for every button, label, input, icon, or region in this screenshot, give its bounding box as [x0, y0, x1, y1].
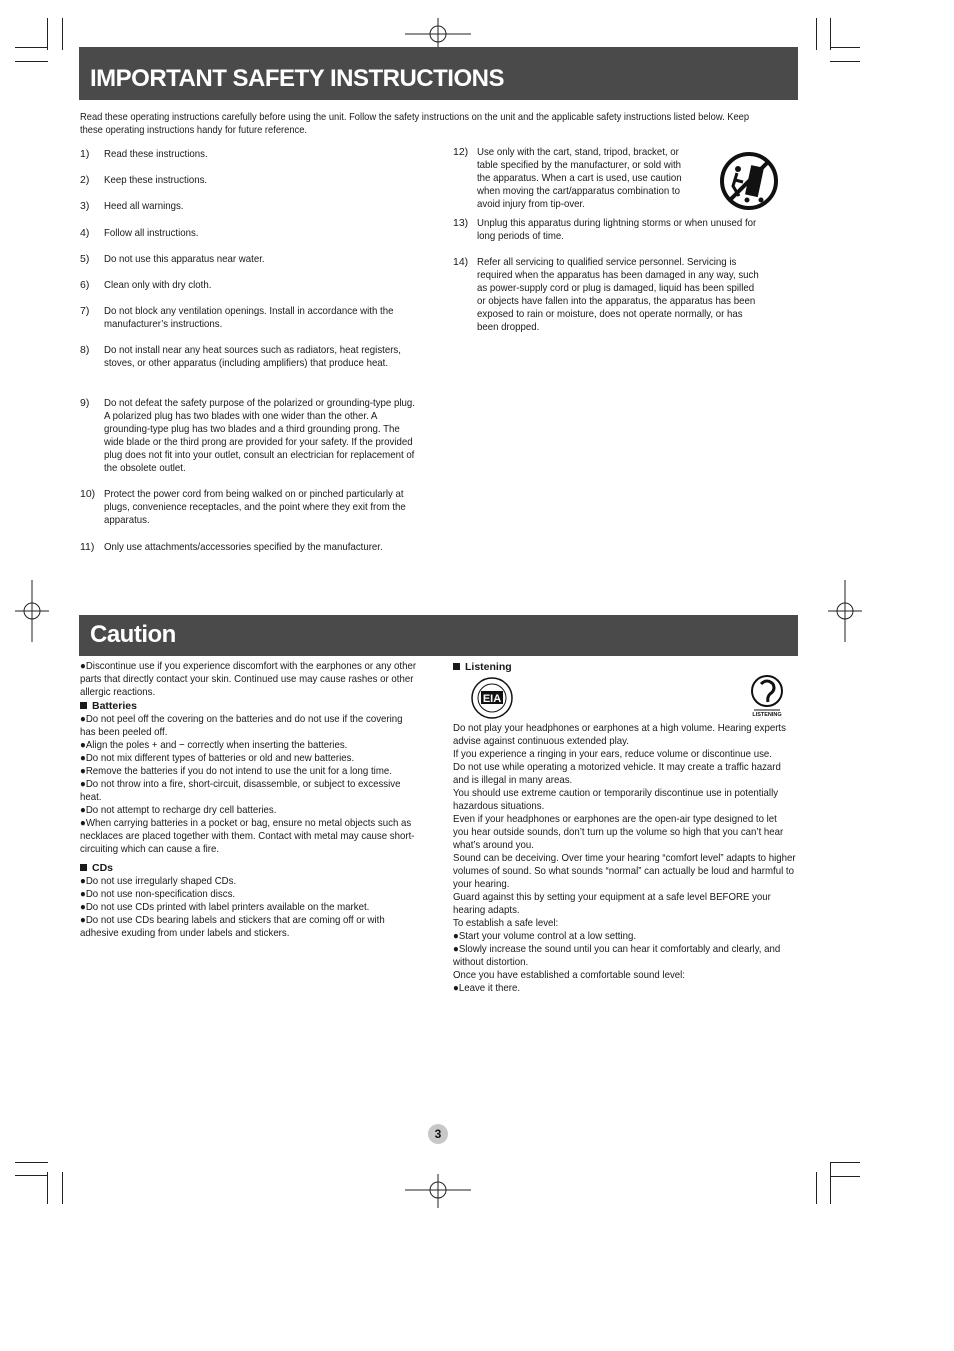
- listening-logo-icon: [748, 674, 786, 720]
- cart-tipover-warning-icon: [719, 152, 779, 210]
- page-title: IMPORTANT SAFETY INSTRUCTIONS: [90, 65, 504, 92]
- item-text: Heed all warnings.: [104, 200, 184, 212]
- item-text: Refer all servicing to qualified service personnel. Servicing is required when the apparatus has been damaged in any way, such as power-supply cord or plug is damaged, liquid has been spilled or objects have fallen into the apparatus, the apparatus has been exposed to rain or moisture, does not operate normally, or has been dropped.: [477, 256, 759, 333]
- item-text: Unplug this apparatus during lightning storms or when unused for long periods of time.: [477, 217, 757, 242]
- list-item: ●Align the poles + and − correctly when inserting the batteries.: [80, 739, 348, 751]
- registration-mark-icon: [405, 1174, 471, 1208]
- item-text: Clean only with dry cloth.: [104, 279, 212, 291]
- caution-intro: ●Discontinue use if you experience discomfort with the earphones or any other parts that directly contact your skin. Continued use may cause rashes or other allergic reactions.: [80, 660, 417, 698]
- paragraph: Do not play your headphones or earphones at a high volume. Hearing experts advise against continuous extended play.: [453, 722, 786, 747]
- cds-heading: [80, 862, 460, 875]
- paragraph: Once you have established a comfortable sound level:: [453, 969, 685, 981]
- list-item: ●Slowly increase the sound until you can hear it comfortably and clearly, and without distortion.: [453, 943, 781, 968]
- listening-heading-text: Listening: [465, 661, 512, 673]
- listening-text: [453, 722, 798, 995]
- item-number: 9): [80, 397, 90, 409]
- item-text: Follow all instructions.: [104, 227, 199, 239]
- listening-heading: [453, 661, 798, 674]
- caution-left-column: [80, 660, 460, 940]
- item-text: Protect the power cord from being walked on or pinched particularly at plugs, convenience receptacles, and the point where they exit from the apparatus.: [104, 488, 406, 526]
- caution-banner: [79, 615, 798, 656]
- list-item: ●Do not mix different types of batteries or old and new batteries.: [80, 752, 355, 764]
- paragraph: Sound can be deceiving. Over time your hearing “comfort level” adapts to higher volumes of sound. So what sounds “normal” can actually be loud and harmful to your hearing.: [453, 852, 796, 890]
- item-text: Do not block any ventilation openings. Install in accordance with the manufacturer’s instructions.: [104, 305, 394, 330]
- square-bullet-icon: [453, 663, 460, 670]
- eia-logo-text: EIA: [482, 693, 502, 705]
- caution-right-column: [453, 661, 798, 674]
- square-bullet-icon: [80, 864, 87, 871]
- item-number: 6): [80, 279, 90, 291]
- caution-title: Caution: [90, 621, 176, 648]
- item-number: 4): [80, 227, 90, 239]
- list-item: ●Do not attempt to recharge dry cell batteries.: [80, 804, 277, 816]
- item-text: Only use attachments/accessories specified by the manufacturer.: [104, 541, 383, 553]
- eia-logo-icon: [470, 677, 514, 719]
- list-item: ●Do not use CDs printed with label printers available on the market.: [80, 901, 370, 913]
- item-number: 12): [453, 146, 469, 158]
- paragraph: You should use extreme caution or temporarily discontinue use in potentially hazardous situations.: [453, 787, 779, 812]
- paragraph: To establish a safe level:: [453, 917, 559, 929]
- paragraph: Guard against this by setting your equipment at a safe level BEFORE your hearing adapts.: [453, 891, 771, 916]
- registration-mark-icon: [828, 580, 862, 642]
- item-number: 5): [80, 253, 90, 265]
- item-text: Do not use this apparatus near water.: [104, 253, 265, 265]
- item-text: Keep these instructions.: [104, 174, 208, 186]
- paragraph: Do not use while operating a motorized vehicle. It may create a traffic hazard and is illegal in many areas.: [453, 761, 781, 786]
- item-number: 2): [80, 174, 90, 186]
- item-number: 13): [453, 217, 469, 229]
- square-bullet-icon: [80, 702, 87, 709]
- item-text: Do not defeat the safety purpose of the polarized or grounding-type plug. A polarized plug has two blades with one wider than the other. A grounding-type plug has two blades and a third grounding prong. The wide blade or the third prong are provided for your safety. If the provided plug does not fit into your outlet, consult an electrician for replacement of the obsolete outlet.: [104, 397, 415, 474]
- list-item: ●Remove the batteries if you do not intend to use the unit for a long time.: [80, 765, 392, 777]
- listening-logo-text: LISTENING: [752, 712, 782, 718]
- item-number: 3): [80, 200, 90, 212]
- item-number: 1): [80, 148, 90, 160]
- registration-mark-icon: [15, 580, 49, 642]
- title-banner: [79, 47, 798, 100]
- item-number: 11): [80, 541, 95, 553]
- list-item: ●Start your volume control at a low setting.: [453, 930, 637, 942]
- item-text: Use only with the cart, stand, tripod, bracket, or table specified by the manufacturer, or sold with the apparatus. When a cart is used, use caution when moving the cart/apparatus combination to avoid injury from tip-over.: [477, 146, 682, 210]
- cds-heading-text: CDs: [92, 862, 114, 874]
- batteries-heading: [80, 700, 460, 713]
- list-item: ●When carrying batteries in a pocket or bag, ensure no metal objects such as necklaces are placed together with them. Contact with metal may cause short-circuiting which can cause a fire.: [80, 817, 415, 855]
- list-item: ●Do not throw into a fire, short-circuit, disassemble, or subject to excessive heat.: [80, 778, 401, 803]
- paragraph: Even if your headphones or earphones are the open-air type designed to let you hear outside sounds, don’t turn up the volume so high that you can’t hear what’s around you.: [453, 813, 784, 851]
- batteries-heading-text: Batteries: [92, 700, 137, 712]
- list-item: ●Leave it there.: [453, 982, 521, 994]
- item-number: 14): [453, 256, 469, 268]
- list-item: ●Do not use CDs bearing labels and stickers that are coming off or with adhesive exuding from under labels and stickers.: [80, 914, 385, 939]
- list-item: ●Do not use non-specification discs.: [80, 888, 236, 900]
- list-item: ●Do not peel off the covering on the batteries and do not use if the covering has been peeled off.: [80, 713, 403, 738]
- intro-text: Read these operating instructions carefully before using the unit. Follow the safety instructions on the unit and the applicable safety instructions listed below. Keep these operating instructions handy for future reference.: [80, 111, 750, 136]
- paragraph: If you experience a ringing in your ears, reduce volume or discontinue use.: [453, 748, 772, 760]
- item-number: 7): [80, 305, 90, 317]
- item-text: Do not install near any heat sources such as radiators, heat registers, stoves, or other apparatus (including amplifiers) that produce heat.: [104, 344, 401, 369]
- item-text: Read these instructions.: [104, 148, 208, 160]
- item-number: 8): [80, 344, 90, 356]
- page-number: 3: [428, 1124, 448, 1144]
- list-item: ●Do not use irregularly shaped CDs.: [80, 875, 237, 887]
- item-number: 10): [80, 488, 96, 500]
